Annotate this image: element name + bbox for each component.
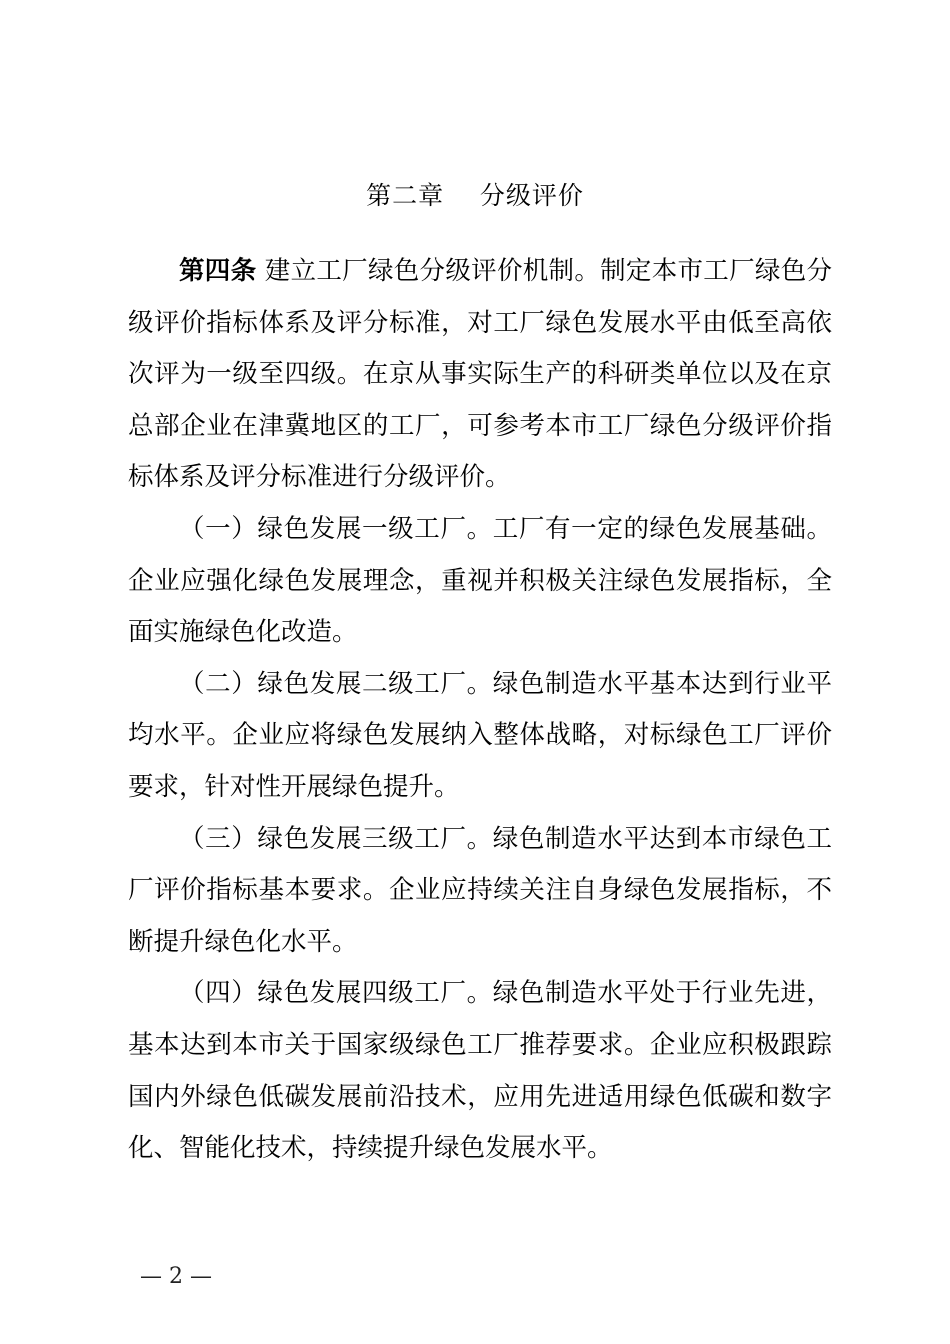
item-paragraph-3: （三）绿色发展三级工厂。绿色制造水平达到本市绿色工厂评价指标基本要求。企业应持续关注自身绿色发展指标，不断提升绿色化水平。 xyxy=(128,823,832,957)
page-number: — 2 — xyxy=(140,1264,212,1289)
item-paragraph-2: （二）绿色发展二级工厂。绿色制造水平基本达到行业平均水平。企业应将绿色发展纳入整体战略，对标绿色工厂评价要求，针对性开展绿色提升。 xyxy=(128,668,832,802)
article-label: 第四条 xyxy=(179,256,257,286)
article-paragraph xyxy=(128,246,832,504)
article-text: 建立工厂绿色分级评价机制。制定本市工厂绿色分级评价指标体系及评分标准，对工厂绿色发展水平由低至高依次评为一级至四级。在京从事实际生产的科研类单位以及在京总部企业在津冀地区的工厂，可参考本市工厂绿色分级评价指标体系及评分标准进行分级评价。 xyxy=(128,256,832,493)
article-body xyxy=(128,246,832,1175)
item-paragraph-4: （四）绿色发展四级工厂。绿色制造水平处于行业先进，基本达到本市关于国家级绿色工厂推荐要求。企业应积极跟踪国内外绿色低碳发展前沿技术，应用先进适用绿色低碳和数字化、智能化技术，持续提升绿色发展水平。 xyxy=(128,978,832,1164)
chapter-title: 第二章 分级评价 xyxy=(366,181,584,210)
item-paragraph-1: （一）绿色发展一级工厂。工厂有一定的绿色发展基础。企业应强化绿色发展理念，重视并积极关注绿色发展指标，全面实施绿色化改造。 xyxy=(128,513,832,648)
